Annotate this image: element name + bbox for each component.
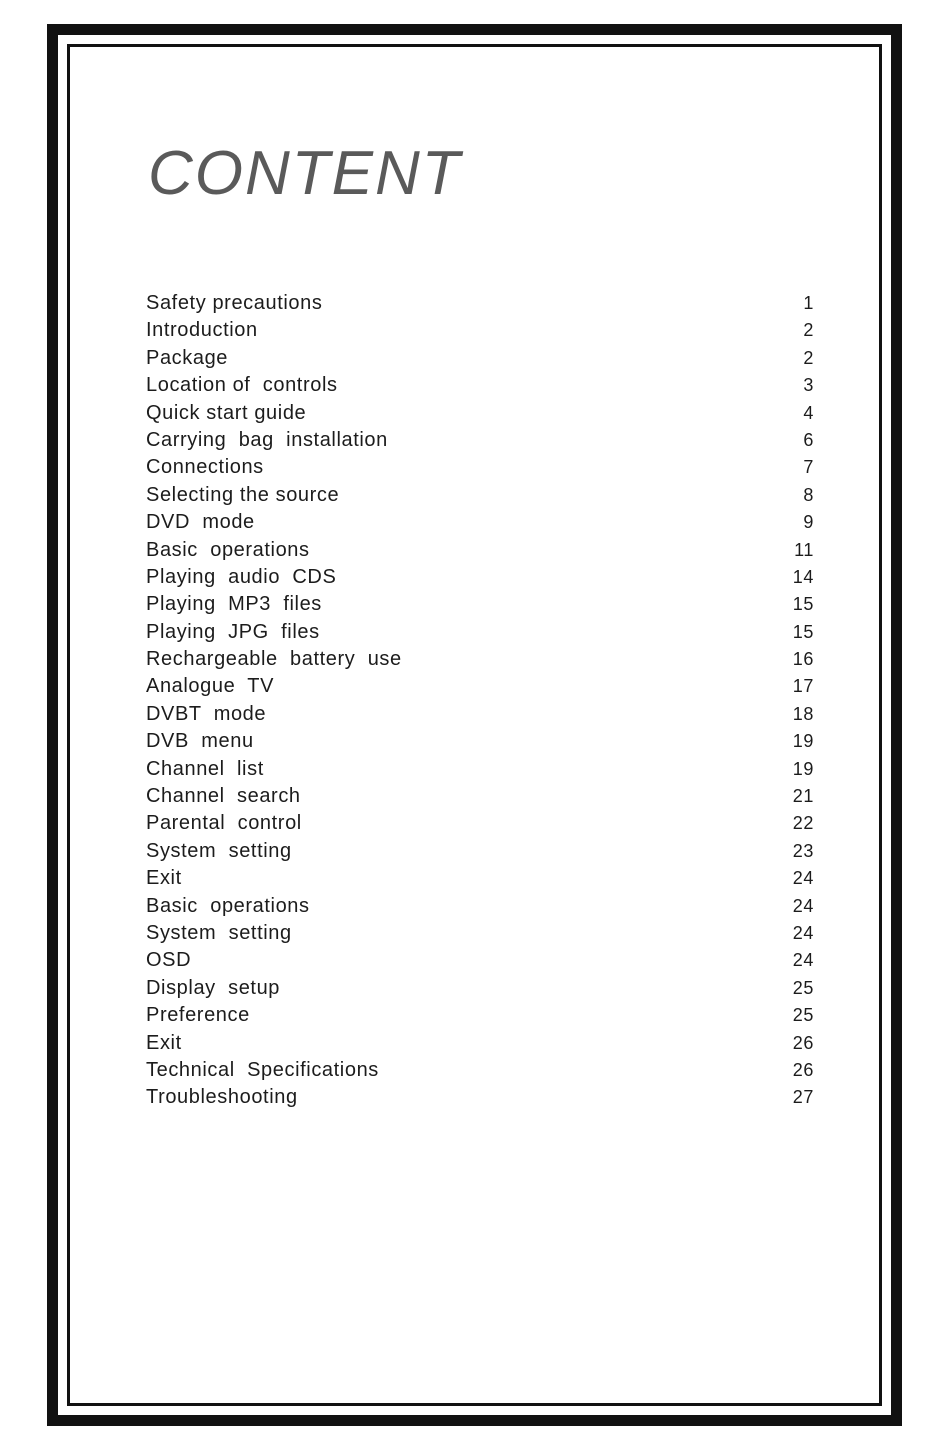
toc-entry-title: Connections xyxy=(146,456,264,479)
toc-entry-title: Playing JPG files xyxy=(146,620,320,643)
toc-entry xyxy=(146,1057,814,1084)
toc-entry-title: System setting xyxy=(146,839,292,862)
toc-entry xyxy=(146,345,814,372)
toc-entry-page-number: 24 xyxy=(792,868,814,889)
toc-entry-page-number: 8 xyxy=(803,484,814,505)
toc-entry-title: Introduction xyxy=(146,319,258,342)
toc-entry xyxy=(146,454,814,481)
toc-entry-title: Troubleshooting xyxy=(146,1086,298,1109)
toc-entry xyxy=(146,728,814,755)
toc-entry-title: Display setup xyxy=(146,976,281,999)
toc-entry-page-number: 19 xyxy=(792,758,814,779)
toc-entry-page-number: 1 xyxy=(803,293,814,313)
toc-entry xyxy=(146,947,814,974)
toc-entry-page-number: 19 xyxy=(792,731,814,752)
toc-entry xyxy=(146,1002,814,1029)
toc-entry-title: System setting xyxy=(146,921,292,944)
toc-entry-title: Carrying bag installation xyxy=(146,428,388,451)
toc-entry-page-number: 2 xyxy=(803,320,814,341)
toc-entry xyxy=(146,701,814,728)
toc-entry-page-number: 9 xyxy=(803,512,814,533)
toc-entry-page-number: 26 xyxy=(792,1059,814,1080)
toc-entry xyxy=(146,537,814,564)
toc-entry-title: DVD mode xyxy=(146,511,255,534)
page-title: CONTENT xyxy=(148,139,462,208)
toc-entry xyxy=(146,290,814,317)
toc-entry xyxy=(146,673,814,700)
toc-entry-title: Exit xyxy=(146,1031,182,1054)
toc-entry-page-number: 23 xyxy=(792,840,814,861)
toc-entry-title: Analogue TV xyxy=(146,675,275,698)
toc-entry-title: Package xyxy=(146,346,229,369)
toc-entry-title: Selecting the source xyxy=(146,483,340,506)
toc-entry-page-number: 3 xyxy=(803,375,814,396)
toc-entry-title: OSD xyxy=(146,949,192,972)
toc-entry xyxy=(146,893,814,920)
toc-entry-page-number: 16 xyxy=(792,649,814,670)
toc-entry-page-number: 17 xyxy=(792,676,814,697)
toc-entry-title: Preference xyxy=(146,1004,250,1027)
table-of-contents xyxy=(146,290,814,1112)
toc-entry-page-number: 11 xyxy=(794,539,814,560)
toc-entry-page-number: 2 xyxy=(803,347,814,368)
toc-entry xyxy=(146,482,814,509)
toc-entry-title: Parental control xyxy=(146,812,302,835)
toc-entry xyxy=(146,838,814,865)
toc-entry-page-number: 7 xyxy=(803,457,814,478)
toc-entry xyxy=(146,975,814,1002)
toc-entry xyxy=(146,400,814,427)
toc-entry xyxy=(146,1084,814,1111)
toc-entry xyxy=(146,646,814,673)
toc-entry-page-number: 15 xyxy=(792,621,814,642)
toc-entry-title: Channel list xyxy=(146,757,264,780)
toc-entry-title: Basic operations xyxy=(146,538,310,561)
toc-entry-page-number: 15 xyxy=(792,594,814,615)
toc-entry xyxy=(146,810,814,837)
toc-entry xyxy=(146,427,814,454)
toc-entry-page-number: 18 xyxy=(792,703,814,724)
toc-entry-title: Safety precautions xyxy=(146,292,323,314)
toc-entry xyxy=(146,1030,814,1057)
toc-entry xyxy=(146,509,814,536)
toc-entry xyxy=(146,591,814,618)
toc-entry-page-number: 24 xyxy=(792,922,814,943)
toc-entry-title: Basic operations xyxy=(146,894,310,917)
toc-entry-title: Channel search xyxy=(146,785,301,808)
toc-entry-title: Technical Specifications xyxy=(146,1058,379,1081)
toc-entry xyxy=(146,783,814,810)
toc-entry xyxy=(146,756,814,783)
page-border-outer xyxy=(47,24,902,1426)
toc-entry-page-number: 25 xyxy=(792,977,814,998)
toc-entry-page-number: 14 xyxy=(792,566,814,587)
toc-entry-page-number: 26 xyxy=(792,1032,814,1053)
toc-entry-title: Playing audio CDS xyxy=(146,565,337,588)
toc-entry xyxy=(146,619,814,646)
toc-entry-title: Location of controls xyxy=(146,374,338,397)
toc-entry-page-number: 24 xyxy=(792,950,814,971)
toc-entry-title: Rechargeable battery use xyxy=(146,648,402,671)
toc-entry-page-number: 4 xyxy=(803,402,814,423)
toc-entry-page-number: 21 xyxy=(792,786,814,807)
toc-entry xyxy=(146,920,814,947)
page-border-inner xyxy=(67,44,882,1406)
toc-entry-title: Exit xyxy=(146,867,182,890)
toc-entry-title: Playing MP3 files xyxy=(146,593,322,616)
toc-entry-title: Quick start guide xyxy=(146,401,307,424)
toc-entry xyxy=(146,317,814,344)
toc-entry xyxy=(146,865,814,892)
toc-entry xyxy=(146,564,814,591)
toc-entry-page-number: 24 xyxy=(792,895,814,916)
toc-entry-page-number: 25 xyxy=(792,1005,814,1026)
toc-entry-page-number: 22 xyxy=(792,813,814,834)
toc-entry-title: DVBT mode xyxy=(146,702,267,725)
toc-entry-title: DVB menu xyxy=(146,730,254,753)
toc-entry-page-number: 27 xyxy=(792,1087,814,1108)
toc-entry-page-number: 6 xyxy=(803,429,814,450)
toc-entry xyxy=(146,372,814,399)
